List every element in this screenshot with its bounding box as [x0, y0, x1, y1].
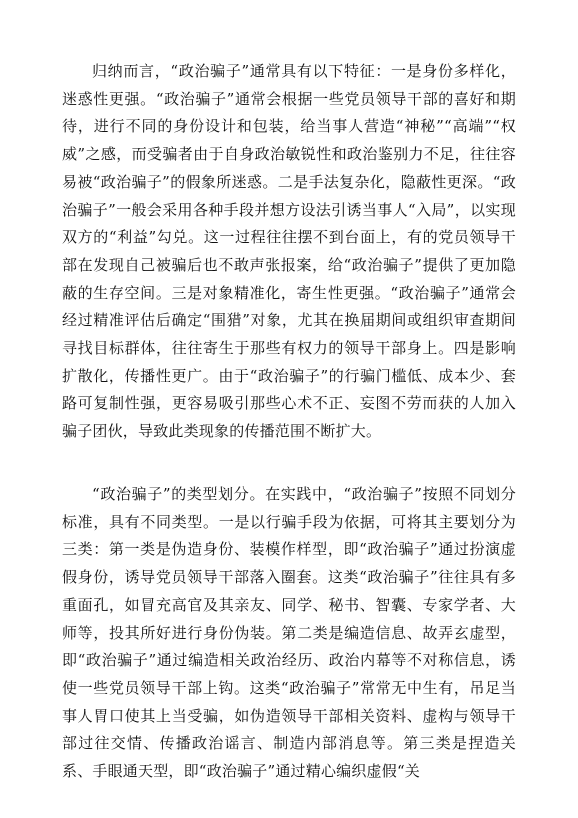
paragraph-characteristics: 归纳而言，“政治骗子”通常具有以下特征：一是身份多样化，迷惑性更强。“政治骗子”通常会根据一些党员领导干部的喜好和期待，进行不同的身份设计和包装，给当事人营造“神秘”“高端”“权威”之感，而受骗者由于自身政治敏锐性和政治鉴别力不足，往往容易被“政治骗子”的假象所迷惑。二是手法复杂化，隐蔽性更深。“政治骗子”一般会采用各种手段并想方设法引诱当事人“入局”，以实现双方的“利益”勾兑。这一过程往往摆不到台面上，有的党员领导干部在发现自己被骗后也不敢声张报案，给“政治骗子”提供了更加隐蔽的生存空间。三是对象精准化，寄生性更强。“政治骗子”通常会经过精准评估后确定“围猎”对象，尤其在换届期间或组织审查期间寻找目标群体，往往寄生于那些有权力的领导干部身上。四是影响扩散化，传播性更广。由于“政治骗子”的行骗门槛低、成本少、套路可复制性强，更容易吸引那些心术不正、妄图不劳而获的人加入骗子团伙，导致此类现象的传播范围不断扩大。 — [62, 62, 516, 441]
paragraph-classification: “政治骗子”的类型划分。在实践中，“政治骗子”按照不同划分标准，具有不同类型。一是以行骗手段为依据，可将其主要划分为三类：第一类是伪造身份、装模作样型，即“政治骗子”通过扮演虚假身份，诱导党员领导干部落入圈套。这类“政治骗子”往往具有多重面孔，如冒充高官及其亲友、同学、秘书、智囊、专家学者、大师等，投其所好进行身份伪装。第二类是编造信息、故弄玄虚型，即“政治骗子”通过编造相关政治经历、政治内幕等不对称信息，诱使一些党员领导干部上钩。这类“政治骗子”常常无中生有，吊足当事人胃口使其上当受骗，如伪造领导干部相关资料、虚构与领导干部过往交情、传播政治谣言、制造内部消息等。第三类是捏造关系、手眼通天型，即“政治骗子”通过精心编织虚假“关 — [62, 485, 516, 781]
